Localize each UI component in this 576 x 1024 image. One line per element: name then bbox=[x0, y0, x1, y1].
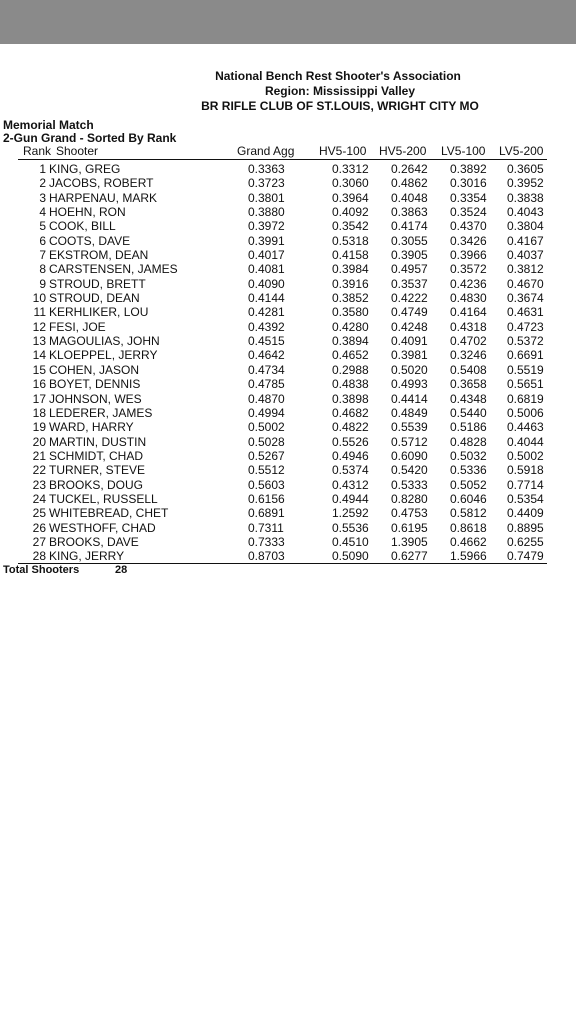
hv200-cell: 0.3055 bbox=[391, 233, 428, 248]
grand-agg-cell: 0.4081 bbox=[248, 262, 285, 277]
shooter-name-cell: FESI, JOE bbox=[49, 319, 106, 334]
rank-cell: 23 bbox=[32, 477, 46, 492]
grand-agg-cell: 0.5028 bbox=[248, 434, 285, 449]
hv200-cell: 0.6195 bbox=[391, 520, 428, 535]
shooter-name-cell: COHEN, JASON bbox=[49, 362, 140, 377]
shooter-name-cell: TURNER, STEVE bbox=[49, 463, 146, 478]
column-header-lv200: LV5-200 bbox=[499, 144, 544, 158]
lv200-cell: 0.7479 bbox=[507, 549, 544, 564]
top-bar bbox=[0, 0, 576, 44]
lv100-cell: 0.3524 bbox=[450, 205, 487, 220]
table-row bbox=[0, 377, 576, 391]
lv100-cell: 0.5032 bbox=[450, 448, 487, 463]
rank-cell: 18 bbox=[32, 405, 46, 420]
hv200-cell: 0.3981 bbox=[391, 348, 428, 363]
hv200-cell: 0.3537 bbox=[391, 276, 428, 291]
hv200-cell: 0.6090 bbox=[391, 448, 428, 463]
grand-agg-cell: 0.4281 bbox=[248, 305, 285, 320]
rank-cell: 26 bbox=[32, 520, 46, 535]
column-header-hv100: HV5-100 bbox=[319, 144, 367, 158]
grand-agg-cell: 0.4017 bbox=[248, 248, 285, 263]
rank-cell: 2 bbox=[39, 176, 46, 191]
lv200-cell: 0.6819 bbox=[507, 391, 544, 406]
shooter-name-cell: HARPENAU, MARK bbox=[49, 190, 158, 205]
grand-agg-cell: 0.4090 bbox=[248, 276, 285, 291]
hv100-cell: 0.3580 bbox=[332, 305, 369, 320]
table-row bbox=[0, 176, 576, 190]
hv200-cell: 0.4993 bbox=[391, 377, 428, 392]
grand-agg-cell: 0.6156 bbox=[248, 491, 285, 506]
lv200-cell: 0.3804 bbox=[507, 219, 544, 234]
table-row bbox=[0, 478, 576, 492]
hv200-cell: 0.4414 bbox=[391, 391, 428, 406]
lv200-cell: 0.5651 bbox=[507, 377, 544, 392]
rank-cell: 9 bbox=[39, 276, 46, 291]
lv100-cell: 0.4370 bbox=[450, 219, 487, 234]
hv100-cell: 0.5526 bbox=[332, 434, 369, 449]
rank-cell: 3 bbox=[39, 190, 46, 205]
lv200-cell: 0.8895 bbox=[507, 520, 544, 535]
table-row bbox=[0, 205, 576, 219]
hv100-cell: 0.5090 bbox=[332, 549, 369, 564]
hv200-cell: 0.4091 bbox=[391, 334, 428, 349]
shooter-name-cell: COOK, BILL bbox=[49, 219, 116, 234]
rank-cell: 28 bbox=[32, 549, 46, 564]
lv100-cell: 0.5336 bbox=[450, 463, 487, 478]
table-row bbox=[0, 291, 576, 305]
hv200-cell: 0.3863 bbox=[391, 205, 428, 220]
lv100-cell: 0.5186 bbox=[450, 420, 487, 435]
hv100-cell: 0.4280 bbox=[332, 319, 369, 334]
table-row bbox=[0, 463, 576, 477]
grand-agg-cell: 0.4515 bbox=[248, 334, 285, 349]
lv200-cell: 0.4723 bbox=[507, 319, 544, 334]
hv100-cell: 0.5374 bbox=[332, 463, 369, 478]
table-row bbox=[0, 521, 576, 535]
grand-agg-cell: 0.4994 bbox=[248, 405, 285, 420]
column-header-lv100: LV5-100 bbox=[441, 144, 486, 158]
grand-agg-cell: 0.3991 bbox=[248, 233, 285, 248]
lv200-cell: 0.6255 bbox=[507, 534, 544, 549]
lv200-cell: 0.4409 bbox=[507, 506, 544, 521]
grand-agg-cell: 0.4642 bbox=[248, 348, 285, 363]
grand-agg-cell: 0.3801 bbox=[248, 190, 285, 205]
table-row bbox=[0, 320, 576, 334]
table-row bbox=[0, 435, 576, 449]
table-row bbox=[0, 277, 576, 291]
grand-agg-cell: 0.7333 bbox=[248, 534, 285, 549]
hv100-cell: 0.4946 bbox=[332, 448, 369, 463]
lv200-cell: 0.4463 bbox=[507, 420, 544, 435]
rank-cell: 6 bbox=[39, 233, 46, 248]
grand-agg-cell: 0.4785 bbox=[248, 377, 285, 392]
hv100-cell: 0.2988 bbox=[332, 362, 369, 377]
hv100-cell: 0.3898 bbox=[332, 391, 369, 406]
shooter-name-cell: BROOKS, DOUG bbox=[49, 477, 144, 492]
lv200-cell: 0.4670 bbox=[507, 276, 544, 291]
shooter-name-cell: EKSTROM, DEAN bbox=[49, 248, 149, 263]
lv100-cell: 0.5812 bbox=[450, 506, 487, 521]
table-row bbox=[0, 191, 576, 205]
lv100-cell: 0.4662 bbox=[450, 534, 487, 549]
hv100-cell: 0.3312 bbox=[332, 162, 369, 176]
rank-cell: 21 bbox=[32, 448, 46, 463]
shooter-name-cell: COOTS, DAVE bbox=[49, 233, 131, 248]
table-row bbox=[0, 363, 576, 377]
hv200-cell: 0.4849 bbox=[391, 405, 428, 420]
hv100-cell: 0.3542 bbox=[332, 219, 369, 234]
hv100-cell: 0.4822 bbox=[332, 420, 369, 435]
lv100-cell: 0.3966 bbox=[450, 248, 487, 263]
column-header-grand-agg: Grand Agg bbox=[237, 144, 295, 158]
rank-cell: 7 bbox=[39, 248, 46, 263]
lv100-cell: 1.5966 bbox=[450, 549, 487, 564]
grand-agg-cell: 0.3363 bbox=[248, 162, 285, 176]
shooter-name-cell: STROUD, DEAN bbox=[49, 291, 140, 306]
grand-agg-cell: 0.5267 bbox=[248, 448, 285, 463]
lv100-cell: 0.4828 bbox=[450, 434, 487, 449]
grand-agg-cell: 0.5002 bbox=[248, 420, 285, 435]
association-title: National Bench Rest Shooter's Association bbox=[215, 69, 461, 83]
shooter-name-cell: MAGOULIAS, JOHN bbox=[49, 334, 160, 349]
lv100-cell: 0.3246 bbox=[450, 348, 487, 363]
grand-agg-cell: 0.4870 bbox=[248, 391, 285, 406]
total-shooters-label: Total Shooters bbox=[3, 564, 80, 576]
grand-agg-cell: 0.6891 bbox=[248, 506, 285, 521]
shooter-name-cell: WESTHOFF, CHAD bbox=[49, 520, 156, 535]
shooter-name-cell: STROUD, BRETT bbox=[49, 276, 146, 291]
hv200-cell: 0.4957 bbox=[391, 262, 428, 277]
hv100-cell: 0.3916 bbox=[332, 276, 369, 291]
lv200-cell: 0.4043 bbox=[507, 205, 544, 220]
lv200-cell: 0.5006 bbox=[507, 405, 544, 420]
hv100-cell: 0.3852 bbox=[332, 291, 369, 306]
hv100-cell: 0.5536 bbox=[332, 520, 369, 535]
lv200-cell: 0.4631 bbox=[507, 305, 544, 320]
shooter-name-cell: KERHLIKER, LOU bbox=[49, 305, 149, 320]
table-row bbox=[0, 262, 576, 276]
lv100-cell: 0.3016 bbox=[450, 176, 487, 191]
grand-agg-cell: 0.5603 bbox=[248, 477, 285, 492]
hv200-cell: 0.4222 bbox=[391, 291, 428, 306]
grand-agg-cell: 0.4392 bbox=[248, 319, 285, 334]
hv200-cell: 0.5333 bbox=[391, 477, 428, 492]
shooter-name-cell: JOHNSON, WES bbox=[49, 391, 142, 406]
lv200-cell: 0.4037 bbox=[507, 248, 544, 263]
hv100-cell: 0.4092 bbox=[332, 205, 369, 220]
table-row bbox=[0, 506, 576, 520]
grand-agg-cell: 0.3880 bbox=[248, 205, 285, 220]
hv200-cell: 0.5539 bbox=[391, 420, 428, 435]
hv200-cell: 0.8280 bbox=[391, 491, 428, 506]
shooter-name-cell: KLOEPPEL, JERRY bbox=[49, 348, 158, 363]
shooter-name-cell: KING, JERRY bbox=[49, 549, 125, 564]
hv100-cell: 0.4652 bbox=[332, 348, 369, 363]
hv200-cell: 0.4753 bbox=[391, 506, 428, 521]
table-bottom-divider bbox=[18, 563, 547, 564]
total-shooters-value: 28 bbox=[115, 564, 128, 576]
hv100-cell: 0.3060 bbox=[332, 176, 369, 191]
lv200-cell: 0.5918 bbox=[507, 463, 544, 478]
rank-cell: 4 bbox=[39, 205, 46, 220]
shooter-name-cell: TUCKEL, RUSSELL bbox=[49, 491, 158, 506]
rank-cell: 19 bbox=[32, 420, 46, 435]
region-title: Region: Mississippi Valley bbox=[264, 84, 416, 98]
rank-cell: 16 bbox=[32, 377, 46, 392]
rank-cell: 12 bbox=[32, 319, 46, 334]
grand-agg-cell: 0.3723 bbox=[248, 176, 285, 191]
lv100-cell: 0.3572 bbox=[450, 262, 487, 277]
grand-agg-cell: 0.4144 bbox=[248, 291, 285, 306]
shooter-name-cell: WARD, HARRY bbox=[49, 420, 134, 435]
match-subtitle: 2-Gun Grand - Sorted By Rank bbox=[3, 131, 177, 145]
table-row bbox=[0, 219, 576, 233]
lv200-cell: 0.3838 bbox=[507, 190, 544, 205]
rank-cell: 8 bbox=[39, 262, 46, 277]
lv100-cell: 0.4830 bbox=[450, 291, 487, 306]
lv200-cell: 0.7714 bbox=[507, 477, 544, 492]
hv200-cell: 0.4749 bbox=[391, 305, 428, 320]
hv200-cell: 0.5020 bbox=[391, 362, 428, 377]
table-row bbox=[0, 406, 576, 420]
table-row bbox=[0, 392, 576, 406]
header-divider bbox=[18, 159, 547, 160]
lv100-cell: 0.5440 bbox=[450, 405, 487, 420]
table-row bbox=[0, 162, 576, 176]
hv100-cell: 1.2592 bbox=[332, 506, 369, 521]
lv100-cell: 0.3658 bbox=[450, 377, 487, 392]
lv100-cell: 0.4164 bbox=[450, 305, 487, 320]
table-row bbox=[0, 248, 576, 262]
shooter-name-cell: SCHMIDT, CHAD bbox=[49, 448, 144, 463]
hv200-cell: 0.4862 bbox=[391, 176, 428, 191]
lv200-cell: 0.3605 bbox=[507, 162, 544, 176]
lv200-cell: 0.4044 bbox=[507, 434, 544, 449]
lv200-cell: 0.3812 bbox=[507, 262, 544, 277]
shooter-name-cell: WHITEBREAD, CHET bbox=[49, 506, 169, 521]
grand-agg-cell: 0.8703 bbox=[248, 549, 285, 564]
shooter-name-cell: MARTIN, DUSTIN bbox=[49, 434, 147, 449]
table-row bbox=[0, 348, 576, 362]
lv100-cell: 0.4236 bbox=[450, 276, 487, 291]
column-header-shooter: Shooter bbox=[56, 144, 99, 158]
shooter-name-cell: JACOBS, ROBERT bbox=[49, 176, 154, 191]
shooter-name-cell: HOEHN, RON bbox=[49, 205, 126, 220]
lv200-cell: 0.3952 bbox=[507, 176, 544, 191]
shooter-name-cell: BROOKS, DAVE bbox=[49, 534, 139, 549]
lv100-cell: 0.3892 bbox=[450, 162, 487, 176]
lv200-cell: 0.5372 bbox=[507, 334, 544, 349]
lv100-cell: 0.5408 bbox=[450, 362, 487, 377]
table-row bbox=[0, 305, 576, 319]
hv100-cell: 0.4838 bbox=[332, 377, 369, 392]
lv100-cell: 0.3354 bbox=[450, 190, 487, 205]
hv100-cell: 0.4682 bbox=[332, 405, 369, 420]
rank-cell: 17 bbox=[32, 391, 46, 406]
lv100-cell: 0.4348 bbox=[450, 391, 487, 406]
lv200-cell: 0.5002 bbox=[507, 448, 544, 463]
grand-agg-cell: 0.4734 bbox=[248, 362, 285, 377]
hv100-cell: 0.4944 bbox=[332, 491, 369, 506]
rank-cell: 22 bbox=[32, 463, 46, 478]
hv200-cell: 1.3905 bbox=[391, 534, 428, 549]
table-row bbox=[0, 234, 576, 248]
shooter-name-cell: BOYET, DENNIS bbox=[49, 377, 141, 392]
lv100-cell: 0.6046 bbox=[450, 491, 487, 506]
lv200-cell: 0.5354 bbox=[507, 491, 544, 506]
shooter-name-cell: KING, GREG bbox=[49, 162, 121, 176]
table-row bbox=[0, 492, 576, 506]
lv100-cell: 0.8618 bbox=[450, 520, 487, 535]
hv200-cell: 0.4048 bbox=[391, 190, 428, 205]
column-header-rank: Rank bbox=[23, 144, 52, 158]
lv100-cell: 0.5052 bbox=[450, 477, 487, 492]
rank-cell: 14 bbox=[32, 348, 46, 363]
hv100-cell: 0.4510 bbox=[332, 534, 369, 549]
lv100-cell: 0.4318 bbox=[450, 319, 487, 334]
grand-agg-cell: 0.5512 bbox=[248, 463, 285, 478]
rank-cell: 15 bbox=[32, 362, 46, 377]
grand-agg-cell: 0.3972 bbox=[248, 219, 285, 234]
rank-cell: 13 bbox=[32, 334, 46, 349]
hv100-cell: 0.4312 bbox=[332, 477, 369, 492]
hv200-cell: 0.4248 bbox=[391, 319, 428, 334]
lv100-cell: 0.4702 bbox=[450, 334, 487, 349]
rank-cell: 1 bbox=[39, 162, 46, 176]
rank-cell: 11 bbox=[33, 305, 46, 320]
match-title: Memorial Match bbox=[3, 118, 94, 132]
table-row bbox=[0, 334, 576, 348]
hv200-cell: 0.5420 bbox=[391, 463, 428, 478]
rank-cell: 20 bbox=[32, 434, 46, 449]
table-row bbox=[0, 449, 576, 463]
hv100-cell: 0.3984 bbox=[332, 262, 369, 277]
results-table bbox=[0, 162, 576, 564]
shooter-name-cell: CARSTENSEN, JAMES bbox=[49, 262, 178, 277]
rank-cell: 27 bbox=[32, 534, 46, 549]
table-row bbox=[0, 549, 576, 563]
column-header-hv200: HV5-200 bbox=[379, 144, 427, 158]
hv200-cell: 0.2642 bbox=[391, 162, 428, 176]
rank-cell: 25 bbox=[32, 506, 46, 521]
hv100-cell: 0.3894 bbox=[332, 334, 369, 349]
table-row bbox=[0, 535, 576, 549]
hv200-cell: 0.5712 bbox=[391, 434, 428, 449]
hv100-cell: 0.5318 bbox=[332, 233, 369, 248]
rank-cell: 24 bbox=[32, 491, 46, 506]
rank-cell: 10 bbox=[32, 291, 46, 306]
lv200-cell: 0.5519 bbox=[507, 362, 544, 377]
shooter-name-cell: LEDERER, JAMES bbox=[49, 405, 153, 420]
lv200-cell: 0.4167 bbox=[507, 233, 544, 248]
rank-cell: 5 bbox=[39, 219, 46, 234]
lv100-cell: 0.3426 bbox=[450, 233, 487, 248]
lv200-cell: 0.3674 bbox=[507, 291, 544, 306]
hv100-cell: 0.3964 bbox=[332, 190, 369, 205]
hv100-cell: 0.4158 bbox=[332, 248, 369, 263]
grand-agg-cell: 0.7311 bbox=[248, 520, 284, 535]
club-title: BR RIFLE CLUB OF ST.LOUIS, WRIGHT CITY MO bbox=[201, 99, 479, 113]
table-row bbox=[0, 420, 576, 434]
hv200-cell: 0.6277 bbox=[391, 549, 428, 564]
hv200-cell: 0.3905 bbox=[391, 248, 428, 263]
hv200-cell: 0.4174 bbox=[391, 219, 428, 234]
lv200-cell: 0.6691 bbox=[507, 348, 544, 363]
